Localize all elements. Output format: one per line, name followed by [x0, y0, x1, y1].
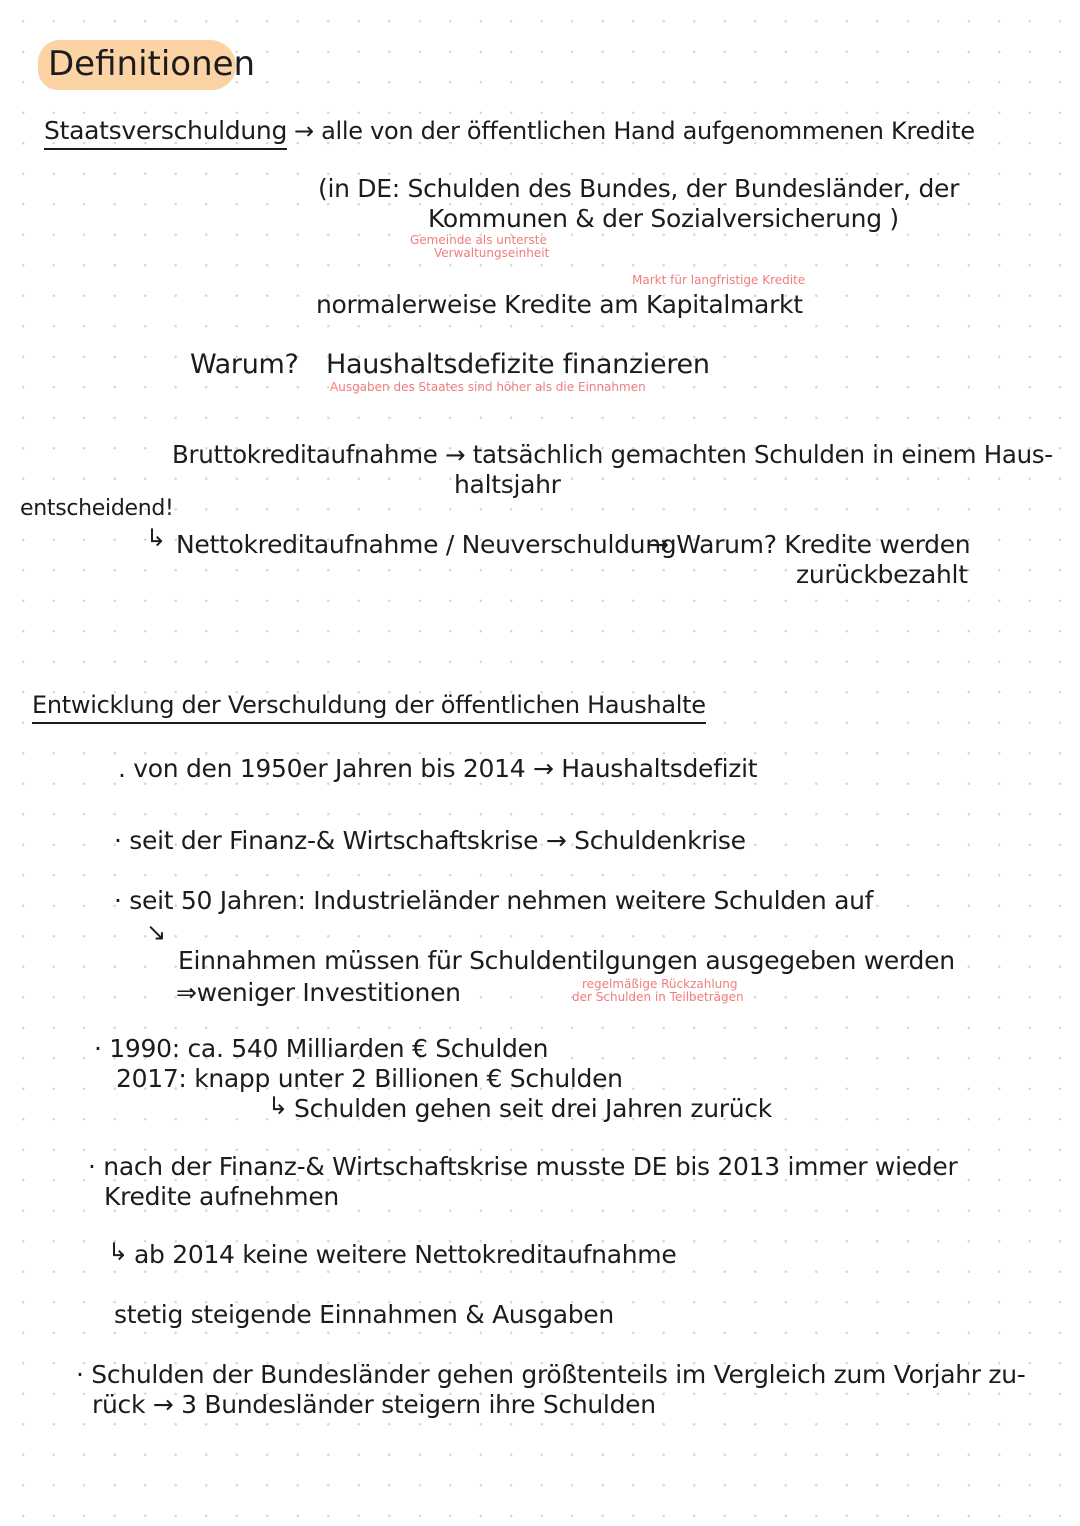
bullet-bundeslaender-2: rück → 3 Bundesländer steigern ihre Schulden [92, 1390, 656, 1419]
bullet-50-jahre: · seit 50 Jahren: Industrieländer nehmen weitere Schulden auf [114, 886, 874, 915]
bullet-steigende: stetig steigende Einnahmen & Ausgaben [114, 1300, 614, 1329]
bullet-nach-krise-1: · nach der Finanz-& Wirtschaftskrise musste DE bis 2013 immer wieder [88, 1152, 958, 1181]
brutto-line-2: haltsjahr [454, 470, 561, 499]
note-kapitalmarkt: Markt für langfristige Kredite [632, 273, 806, 287]
kapitalmarkt-line: normalerweise Kredite am Kapitalmarkt [316, 290, 803, 319]
paren-line-2: Kommunen & der Sozialversicherung ) [428, 204, 899, 233]
note-gemeinde-1: Gemeinde als unterste [410, 233, 547, 247]
note-ausgaben: Ausgaben des Staates sind höher als die Einnahmen [330, 380, 646, 394]
netto-term: Nettokreditaufnahme / Neuverschuldung [176, 530, 677, 559]
bullet-1950er: . von den 1950er Jahren bis 2014 → Haushaltsdefizit [118, 754, 758, 783]
netto-warum-2: zurückbezahlt [796, 560, 968, 589]
bent-arrow-icon: ↳ [146, 524, 167, 552]
bullet-1990: · 1990: ca. 540 Milliarden € Schulden [94, 1034, 549, 1063]
bullet-finanzkrise: · seit der Finanz-& Wirtschaftskrise → Schuldenkrise [114, 826, 746, 855]
term-staatsverschuldung: Staatsverschuldung [44, 116, 287, 150]
bullet-nach-krise-2: Kredite aufnehmen [104, 1182, 339, 1211]
bullet-2017: 2017: knapp unter 2 Billionen € Schulden [116, 1064, 623, 1093]
bent-arrow-icon: ↳ [108, 1238, 129, 1266]
bullet-investitionen: ⇒weniger Investitionen [176, 978, 461, 1007]
netto-warum: → Warum? Kredite werden [648, 530, 971, 559]
bullet-ab-2014: ab 2014 keine weitere Nettokreditaufnahme [134, 1240, 677, 1269]
brutto-line-1: Bruttokreditaufnahme → tatsächlich gemachten Schulden in einem Haus- [172, 440, 1053, 469]
definition-staatsverschuldung: → alle von der öffentlichen Hand aufgenommenen Kredite [294, 117, 975, 145]
bullet-bundeslaender-1: · Schulden der Bundesländer gehen größtenteils im Vergleich zum Vorjahr zu- [76, 1360, 1026, 1389]
section-heading-entwicklung: Entwicklung der Verschuldung der öffentlichen Haushalte [32, 690, 706, 724]
bullet-einnahmen: Einnahmen müssen für Schuldentilgungen ausgegeben werden [178, 946, 955, 975]
note-tilgung-1: regelmäßige Rückzahlung [582, 977, 738, 991]
page-title: Definitionen [48, 44, 256, 84]
note-tilgung-2: der Schulden in Teilbeträgen [572, 990, 744, 1004]
entscheidend-note: entscheidend! [20, 496, 174, 521]
warum-answer: Haushaltsdefizite finanzieren [326, 349, 710, 380]
bent-arrow-icon: ↘ [146, 918, 167, 946]
note-gemeinde-2: Verwaltungseinheit [434, 246, 550, 260]
bent-arrow-icon: ↳ [268, 1092, 289, 1120]
warum-question: Warum? [190, 349, 299, 380]
paren-line-1: (in DE: Schulden des Bundes, der Bundesländer, der [318, 174, 960, 203]
bullet-zurueck: Schulden gehen seit drei Jahren zurück [294, 1094, 772, 1123]
